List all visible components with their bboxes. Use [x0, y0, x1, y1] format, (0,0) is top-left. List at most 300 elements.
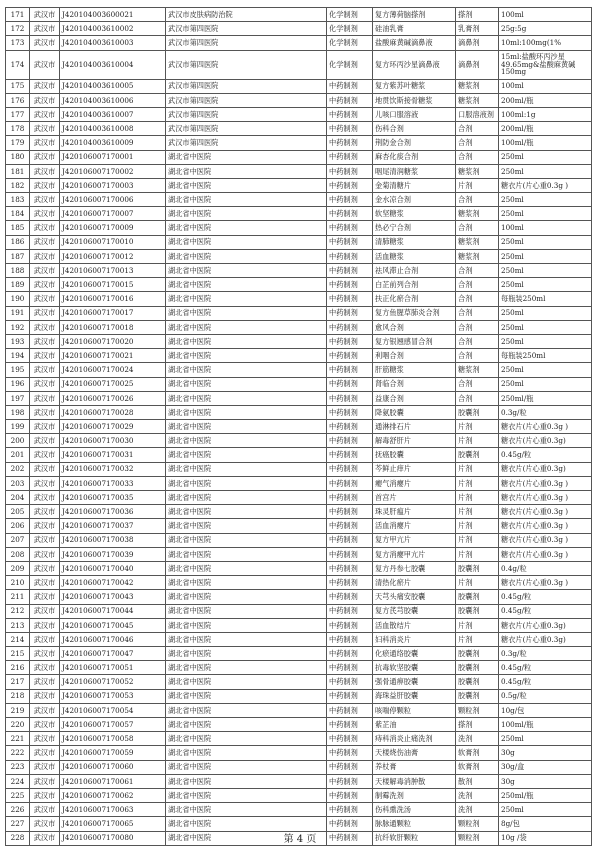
city-cell: 武汉市 — [30, 264, 60, 278]
row-number: 173 — [6, 36, 30, 50]
city-cell: 武汉市 — [30, 122, 60, 136]
table-row — [6, 661, 592, 675]
approval-code-cell: J420106007170054 — [60, 703, 166, 717]
table-row — [6, 746, 592, 760]
institution-cell: 湖北省中医院 — [166, 732, 327, 746]
city-cell: 武汉市 — [30, 50, 60, 79]
dosage-form-cell: 糖浆剂 — [456, 235, 499, 249]
dosage-form-cell: 片剂 — [456, 533, 499, 547]
institution-cell: 湖北省中医院 — [166, 519, 327, 533]
city-cell: 武汉市 — [30, 689, 60, 703]
drug-name-cell: 芩鲜止痒片 — [373, 462, 456, 476]
institution-cell: 武汉市第四医院 — [166, 107, 327, 121]
table-row — [6, 803, 592, 817]
specification-cell: 250ml — [499, 320, 592, 334]
row-number: 223 — [6, 760, 30, 774]
category-cell: 中药制剂 — [327, 79, 373, 93]
row-number: 191 — [6, 306, 30, 320]
specification-cell: 250ml/瓶 — [499, 391, 592, 405]
table-row — [6, 718, 592, 732]
drug-name-cell: 麻杏化痰合剂 — [373, 150, 456, 164]
city-cell: 武汉市 — [30, 405, 60, 419]
category-cell: 中药制剂 — [327, 718, 373, 732]
table-row — [6, 647, 592, 661]
dosage-form-cell: 合剂 — [456, 334, 499, 348]
category-cell: 中药制剂 — [327, 462, 373, 476]
drug-name-cell: 荆防金合剂 — [373, 136, 456, 150]
row-number: 205 — [6, 505, 30, 519]
drug-name-cell: 通淋排石片 — [373, 420, 456, 434]
approval-code-cell: J420106007170003 — [60, 178, 166, 192]
table-row — [6, 264, 592, 278]
city-cell: 武汉市 — [30, 193, 60, 207]
table-row — [6, 8, 592, 22]
drug-name-cell: 复方环丙沙星滴鼻液 — [373, 50, 456, 79]
dosage-form-cell: 胶囊剂 — [456, 661, 499, 675]
row-number: 180 — [6, 150, 30, 164]
table-row — [6, 774, 592, 788]
approval-code-cell: J420106007170035 — [60, 491, 166, 505]
row-number: 176 — [6, 93, 30, 107]
category-cell: 中药制剂 — [327, 703, 373, 717]
table-row — [6, 703, 592, 717]
table-row — [6, 405, 592, 419]
drug-name-cell: 祛风滞止合剂 — [373, 264, 456, 278]
specification-cell: 8g/包 — [499, 817, 592, 831]
category-cell: 中药制剂 — [327, 405, 373, 419]
table-row — [6, 476, 592, 490]
city-cell: 武汉市 — [30, 718, 60, 732]
institution-cell: 湖北省中医院 — [166, 164, 327, 178]
city-cell: 武汉市 — [30, 150, 60, 164]
drug-name-cell: 金菊清糖片 — [373, 178, 456, 192]
specification-cell: 糖衣片(片心重0.3g) — [499, 632, 592, 646]
row-number: 217 — [6, 675, 30, 689]
institution-cell: 湖北省中医院 — [166, 817, 327, 831]
institution-cell: 湖北省中医院 — [166, 462, 327, 476]
category-cell: 中药制剂 — [327, 193, 373, 207]
drug-name-cell: 清肺糖浆 — [373, 235, 456, 249]
category-cell: 中药制剂 — [327, 306, 373, 320]
drug-name-cell: 复方消瘿甲亢片 — [373, 547, 456, 561]
specification-cell: 糖衣片(片心重0.3g) — [499, 434, 592, 448]
institution-cell: 湖北省中医院 — [166, 774, 327, 788]
city-cell: 武汉市 — [30, 107, 60, 121]
specification-cell: 250ml — [499, 249, 592, 263]
category-cell: 中药制剂 — [327, 647, 373, 661]
drug-name-cell: 痔科消炎止痛洗剂 — [373, 732, 456, 746]
drug-name-cell: 伤科合剂 — [373, 122, 456, 136]
row-number: 225 — [6, 788, 30, 802]
city-cell: 武汉市 — [30, 817, 60, 831]
institution-cell: 湖北省中医院 — [166, 178, 327, 192]
dosage-form-cell: 口服溶液剂 — [456, 107, 499, 121]
dosage-form-cell: 合剂 — [456, 136, 499, 150]
approval-code-cell: J420106007170015 — [60, 278, 166, 292]
city-cell: 武汉市 — [30, 363, 60, 377]
specification-cell: 100ml/瓶 — [499, 718, 592, 732]
row-number: 189 — [6, 278, 30, 292]
specification-cell: 250ml — [499, 306, 592, 320]
row-number: 187 — [6, 249, 30, 263]
category-cell: 中药制剂 — [327, 533, 373, 547]
specification-cell: 100ml — [499, 79, 592, 93]
specification-cell: 200ml/瓶 — [499, 122, 592, 136]
specification-cell: 0.45g/粒 — [499, 604, 592, 618]
dosage-form-cell: 片剂 — [456, 618, 499, 632]
dosage-form-cell: 片剂 — [456, 420, 499, 434]
city-cell: 武汉市 — [30, 178, 60, 192]
drug-name-cell: 软坚糖浆 — [373, 207, 456, 221]
category-cell: 中药制剂 — [327, 831, 373, 845]
approval-code-cell: J420106007170080 — [60, 831, 166, 845]
drug-name-cell: 复方甲亢片 — [373, 533, 456, 547]
dosage-form-cell: 糖浆剂 — [456, 207, 499, 221]
institution-cell: 武汉市第四医院 — [166, 93, 327, 107]
row-number: 175 — [6, 79, 30, 93]
drug-name-cell: 硅油乳膏 — [373, 22, 456, 36]
category-cell: 中药制剂 — [327, 746, 373, 760]
table-row — [6, 79, 592, 93]
dosage-form-cell: 合剂 — [456, 122, 499, 136]
approval-code-cell: J420106007170032 — [60, 462, 166, 476]
table-row — [6, 93, 592, 107]
approval-code-cell: J420106007170031 — [60, 448, 166, 462]
institution-cell: 湖北省中医院 — [166, 760, 327, 774]
specification-cell: 100ml:1g — [499, 107, 592, 121]
dosage-form-cell: 搽剂 — [456, 718, 499, 732]
row-number: 203 — [6, 476, 30, 490]
institution-cell: 湖北省中医院 — [166, 221, 327, 235]
drug-name-cell: 活血消瘿片 — [373, 519, 456, 533]
drug-name-cell: 利咽合剂 — [373, 349, 456, 363]
table-row — [6, 689, 592, 703]
table-row — [6, 760, 592, 774]
row-number: 186 — [6, 235, 30, 249]
drug-name-cell: 活血糖浆 — [373, 249, 456, 263]
drug-name-cell: 瘿气消瘿片 — [373, 476, 456, 490]
drug-name-cell: 盐酸麻黄碱滴鼻液 — [373, 36, 456, 50]
city-cell: 武汉市 — [30, 632, 60, 646]
dosage-form-cell: 胶囊剂 — [456, 675, 499, 689]
dosage-form-cell: 片剂 — [456, 576, 499, 590]
approval-code-cell: J420106007170012 — [60, 249, 166, 263]
approval-code-cell: J420104003600021 — [60, 8, 166, 22]
specification-cell: 250ml — [499, 164, 592, 178]
drug-list-table — [5, 7, 592, 846]
dosage-form-cell: 糖浆剂 — [456, 93, 499, 107]
category-cell: 中药制剂 — [327, 264, 373, 278]
drug-name-cell: 妇科消炎片 — [373, 632, 456, 646]
institution-cell: 湖北省中医院 — [166, 803, 327, 817]
city-cell: 武汉市 — [30, 320, 60, 334]
table-row — [6, 377, 592, 391]
specification-cell: 250ml — [499, 363, 592, 377]
category-cell: 中药制剂 — [327, 817, 373, 831]
category-cell: 中药制剂 — [327, 150, 373, 164]
dosage-form-cell: 滴鼻剂 — [456, 36, 499, 50]
drug-name-cell: 复方银翘感冒合剂 — [373, 334, 456, 348]
table-row — [6, 207, 592, 221]
drug-name-cell: 抗毒软坚胶囊 — [373, 661, 456, 675]
category-cell: 中药制剂 — [327, 788, 373, 802]
city-cell: 武汉市 — [30, 93, 60, 107]
row-number: 209 — [6, 561, 30, 575]
table-row — [6, 278, 592, 292]
table-row — [6, 107, 592, 121]
dosage-form-cell: 合剂 — [456, 193, 499, 207]
city-cell: 武汉市 — [30, 675, 60, 689]
approval-code-cell: J420106007170028 — [60, 405, 166, 419]
specification-cell: 250ml — [499, 278, 592, 292]
row-number: 177 — [6, 107, 30, 121]
row-number: 215 — [6, 647, 30, 661]
approval-code-cell: J420106007170024 — [60, 363, 166, 377]
city-cell: 武汉市 — [30, 207, 60, 221]
institution-cell: 湖北省中医院 — [166, 306, 327, 320]
category-cell: 中药制剂 — [327, 661, 373, 675]
institution-cell: 武汉市第四医院 — [166, 36, 327, 50]
dosage-form-cell: 颗粒剂 — [456, 831, 499, 845]
specification-cell: 250ml — [499, 235, 592, 249]
specification-cell: 25g:5g — [499, 22, 592, 36]
dosage-form-cell: 片剂 — [456, 547, 499, 561]
institution-cell: 湖北省中医院 — [166, 320, 327, 334]
city-cell: 武汉市 — [30, 334, 60, 348]
row-number: 174 — [6, 50, 30, 79]
row-number: 181 — [6, 164, 30, 178]
table-row — [6, 363, 592, 377]
city-cell: 武汉市 — [30, 803, 60, 817]
city-cell: 武汉市 — [30, 618, 60, 632]
category-cell: 中药制剂 — [327, 803, 373, 817]
approval-code-cell: J420106007170063 — [60, 803, 166, 817]
dosage-form-cell: 洗剂 — [456, 788, 499, 802]
institution-cell: 湖北省中医院 — [166, 249, 327, 263]
drug-name-cell: 咽尾清润糖浆 — [373, 164, 456, 178]
row-number: 216 — [6, 661, 30, 675]
category-cell: 中药制剂 — [327, 93, 373, 107]
drug-name-cell: 金水凉合剂 — [373, 193, 456, 207]
approval-code-cell: J420106007170047 — [60, 647, 166, 661]
institution-cell: 湖北省中医院 — [166, 420, 327, 434]
city-cell: 武汉市 — [30, 831, 60, 845]
approval-code-cell: J420106007170013 — [60, 264, 166, 278]
approval-code-cell: J420106007170043 — [60, 590, 166, 604]
specification-cell: 250ml/瓶 — [499, 788, 592, 802]
category-cell: 中药制剂 — [327, 519, 373, 533]
row-number: 227 — [6, 817, 30, 831]
institution-cell: 湖北省中医院 — [166, 150, 327, 164]
dosage-form-cell: 片剂 — [456, 462, 499, 476]
city-cell: 武汉市 — [30, 349, 60, 363]
dosage-form-cell: 合剂 — [456, 264, 499, 278]
dosage-form-cell: 合剂 — [456, 278, 499, 292]
approval-code-cell: J420106007170062 — [60, 788, 166, 802]
city-cell: 武汉市 — [30, 306, 60, 320]
dosage-form-cell: 片剂 — [456, 476, 499, 490]
specification-cell: 10g/包 — [499, 703, 592, 717]
institution-cell: 湖北省中医院 — [166, 675, 327, 689]
approval-code-cell: J420106007170038 — [60, 533, 166, 547]
category-cell: 中药制剂 — [327, 618, 373, 632]
specification-cell: 30g — [499, 746, 592, 760]
table-row — [6, 817, 592, 831]
institution-cell: 武汉市第四医院 — [166, 79, 327, 93]
drug-name-cell: 天楼解毒消肿散 — [373, 774, 456, 788]
dosage-form-cell: 合剂 — [456, 221, 499, 235]
institution-cell: 湖北省中医院 — [166, 377, 327, 391]
approval-code-cell: J420104003610003 — [60, 36, 166, 50]
city-cell: 武汉市 — [30, 434, 60, 448]
city-cell: 武汉市 — [30, 788, 60, 802]
approval-code-cell: J420106007170010 — [60, 235, 166, 249]
category-cell: 中药制剂 — [327, 632, 373, 646]
row-number: 184 — [6, 207, 30, 221]
category-cell: 中药制剂 — [327, 675, 373, 689]
dosage-form-cell: 胶囊剂 — [456, 405, 499, 419]
specification-cell: 糖衣片(片心重0.3g ) — [499, 533, 592, 547]
city-cell: 武汉市 — [30, 746, 60, 760]
dosage-form-cell: 颗粒剂 — [456, 703, 499, 717]
institution-cell: 湖北省中医院 — [166, 561, 327, 575]
table-row — [6, 292, 592, 306]
institution-cell: 湖北省中医院 — [166, 405, 327, 419]
approval-code-cell: J420104003610009 — [60, 136, 166, 150]
table-row — [6, 249, 592, 263]
dosage-form-cell: 洗剂 — [456, 803, 499, 817]
institution-cell: 湖北省中医院 — [166, 476, 327, 490]
approval-code-cell: J420106007170018 — [60, 320, 166, 334]
row-number: 183 — [6, 193, 30, 207]
category-cell: 中药制剂 — [327, 292, 373, 306]
approval-code-cell: J420106007170058 — [60, 732, 166, 746]
institution-cell: 湖北省中医院 — [166, 533, 327, 547]
specification-cell: 糖衣片(片心重0.3g ) — [499, 505, 592, 519]
institution-cell: 湖北省中医院 — [166, 292, 327, 306]
drug-name-cell: 复方紫苏叶糖浆 — [373, 79, 456, 93]
institution-cell: 湖北省中医院 — [166, 604, 327, 618]
drug-name-cell: 天芎头痛安胶囊 — [373, 590, 456, 604]
approval-code-cell: J420104003610004 — [60, 50, 166, 79]
city-cell: 武汉市 — [30, 561, 60, 575]
institution-cell: 湖北省中医院 — [166, 689, 327, 703]
drug-name-cell: 复方鱼腥草肺炎合剂 — [373, 306, 456, 320]
city-cell: 武汉市 — [30, 703, 60, 717]
table-row — [6, 675, 592, 689]
city-cell: 武汉市 — [30, 22, 60, 36]
approval-code-cell: J420106007170033 — [60, 476, 166, 490]
dosage-form-cell: 颗粒剂 — [456, 817, 499, 831]
approval-code-cell: J420104003610002 — [60, 22, 166, 36]
row-number: 221 — [6, 732, 30, 746]
category-cell: 化学制剂 — [327, 50, 373, 79]
row-number: 206 — [6, 519, 30, 533]
specification-cell: 0.3g/粒 — [499, 405, 592, 419]
specification-cell: 0.5g/粒 — [499, 689, 592, 703]
row-number: 222 — [6, 746, 30, 760]
table-row — [6, 320, 592, 334]
city-cell: 武汉市 — [30, 136, 60, 150]
row-number: 204 — [6, 491, 30, 505]
approval-code-cell: J420106007170053 — [60, 689, 166, 703]
city-cell: 武汉市 — [30, 576, 60, 590]
table-row — [6, 632, 592, 646]
drug-name-cell: 益康合剂 — [373, 391, 456, 405]
approval-code-cell: J420106007170029 — [60, 420, 166, 434]
specification-cell: 每瓶装250ml — [499, 349, 592, 363]
institution-cell: 湖北省中医院 — [166, 391, 327, 405]
institution-cell: 湖北省中医院 — [166, 831, 327, 845]
approval-code-cell: J420106007170044 — [60, 604, 166, 618]
drug-name-cell: 复方薄荷脑搽剂 — [373, 8, 456, 22]
approval-code-cell: J420106007170020 — [60, 334, 166, 348]
specification-cell: 糖衣片(片心重0.3g ) — [499, 519, 592, 533]
approval-code-cell: J420106007170017 — [60, 306, 166, 320]
drug-name-cell: 肾临合剂 — [373, 377, 456, 391]
city-cell: 武汉市 — [30, 164, 60, 178]
specification-cell: 糖衣片(片心重0.3g ) — [499, 420, 592, 434]
approval-code-cell: J420106007170009 — [60, 221, 166, 235]
approval-code-cell: J420106007170039 — [60, 547, 166, 561]
approval-code-cell: J420106007170042 — [60, 576, 166, 590]
specification-cell: 糖衣片(片心重0.3g ) — [499, 491, 592, 505]
approval-code-cell: J420104003610008 — [60, 122, 166, 136]
table-row — [6, 732, 592, 746]
row-number: 193 — [6, 334, 30, 348]
table-row — [6, 788, 592, 802]
institution-cell: 湖北省中医院 — [166, 363, 327, 377]
institution-cell: 武汉市第四医院 — [166, 122, 327, 136]
dosage-form-cell: 胶囊剂 — [456, 448, 499, 462]
specification-cell: 10g /袋 — [499, 831, 592, 845]
dosage-form-cell: 搽剂 — [456, 8, 499, 22]
institution-cell: 武汉市第四医院 — [166, 136, 327, 150]
row-number: 188 — [6, 264, 30, 278]
institution-cell: 湖北省中医院 — [166, 505, 327, 519]
specification-cell: 0.45g/粒 — [499, 661, 592, 675]
approval-code-cell: J420106007170030 — [60, 434, 166, 448]
row-number: 198 — [6, 405, 30, 419]
row-number: 190 — [6, 292, 30, 306]
city-cell: 武汉市 — [30, 760, 60, 774]
drug-name-cell: 扶正化瘀合剂 — [373, 292, 456, 306]
specification-cell: 0.45g/粒 — [499, 448, 592, 462]
table-row — [6, 164, 592, 178]
approval-code-cell: J420106007170040 — [60, 561, 166, 575]
row-number: 199 — [6, 420, 30, 434]
category-cell: 中药制剂 — [327, 547, 373, 561]
category-cell: 中药制剂 — [327, 136, 373, 150]
table-row — [6, 590, 592, 604]
page-number: 第 4 页 — [283, 834, 317, 845]
row-number: 172 — [6, 22, 30, 36]
city-cell: 武汉市 — [30, 292, 60, 306]
approval-code-cell: J420106007170045 — [60, 618, 166, 632]
approval-code-cell: J420106007170037 — [60, 519, 166, 533]
category-cell: 中药制剂 — [327, 590, 373, 604]
table-row — [6, 178, 592, 192]
drug-name-cell: 抗纤软肝颗粒 — [373, 831, 456, 845]
institution-cell: 湖北省中医院 — [166, 207, 327, 221]
institution-cell: 湖北省中医院 — [166, 235, 327, 249]
drug-name-cell: 儿咳口服溶液 — [373, 107, 456, 121]
row-number: 226 — [6, 803, 30, 817]
specification-cell: 250ml — [499, 150, 592, 164]
city-cell: 武汉市 — [30, 221, 60, 235]
row-number: 182 — [6, 178, 30, 192]
specification-cell: 糖衣片(片心重0.3g ) — [499, 476, 592, 490]
